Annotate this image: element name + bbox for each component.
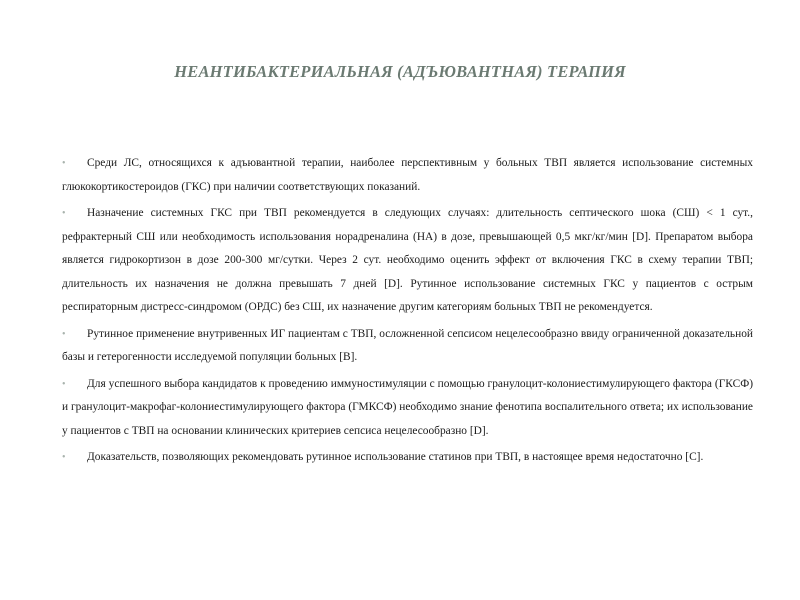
bullet-dot-icon: • [62, 158, 66, 169]
bullet-item [62, 373, 753, 444]
bullet-dot-icon: • [62, 208, 66, 219]
bullet-text: Среди ЛС, относящихся к адъювантной терапии, наиболее перспективным у больных ТВП является использование системных глюкокортикостероидов (ГКС) при наличии соответствующих показаний. [62, 157, 753, 193]
slide-content [62, 152, 753, 473]
bullet-item [62, 202, 753, 320]
bullet-dot-icon: • [62, 328, 66, 340]
slide-title: НЕАНТИБАКТЕРИАЛЬНАЯ (АДЪЮВАНТНАЯ) ТЕРАПИЯ [174, 62, 626, 81]
bullet-text: Доказательств, позволяющих рекомендовать рутинное использование статинов при ТВП, в настоящее время недостаточно [C]. [87, 451, 704, 463]
bullet-list [62, 152, 753, 470]
bullet-item [62, 323, 753, 370]
bullet-item [62, 152, 753, 199]
bullet-text: Для успешного выбора кандидатов к проведению иммуностимуляции с помощью гранулоцит-колониестимулирующего фактора (ГКСФ) и гранулоцит-макрофаг-колониестимулирующего фактора (ГМКСФ) необходимо знание фенотипа воспалительного ответа; их использование у пациентов с ТВП на основании клинических критериев сепсиса нецелесообразно [D]. [62, 377, 753, 437]
bullet-text: Рутинное применение внутривенных ИГ пациентам с ТВП, осложненной сепсисом нецелесообразно ввиду ограниченной доказательной базы и гетерогенности исследуемой популяции больных [B]. [62, 327, 753, 363]
bullet-text: Назначение системных ГКС при ТВП рекомендуется в следующих случаях: длительность септического шока (СШ) < 1 сут., рефрактерный СШ или необходимость использования норадреналина (НА) в дозе, превышающей 0,5 мкг/кг/мин [D]. Препаратом выбора является гидрокортизон в дозе 200-300 мг/сутки. Через 2 сут. необходимо оценить эффект от включения ГКС в схему терапии ТВП; длительность их назначения не должна превышать 7 дней [D]. Рутинное использование системных ГКС у пациентов с острым респираторным дистресс-синдромом (ОРДС) без СШ, их назначение другим категориям больных ТВП не рекомендуется. [62, 207, 753, 313]
bullet-dot-icon: • [62, 378, 66, 390]
bullet-item [62, 446, 753, 470]
bullet-dot-icon: • [62, 452, 66, 463]
